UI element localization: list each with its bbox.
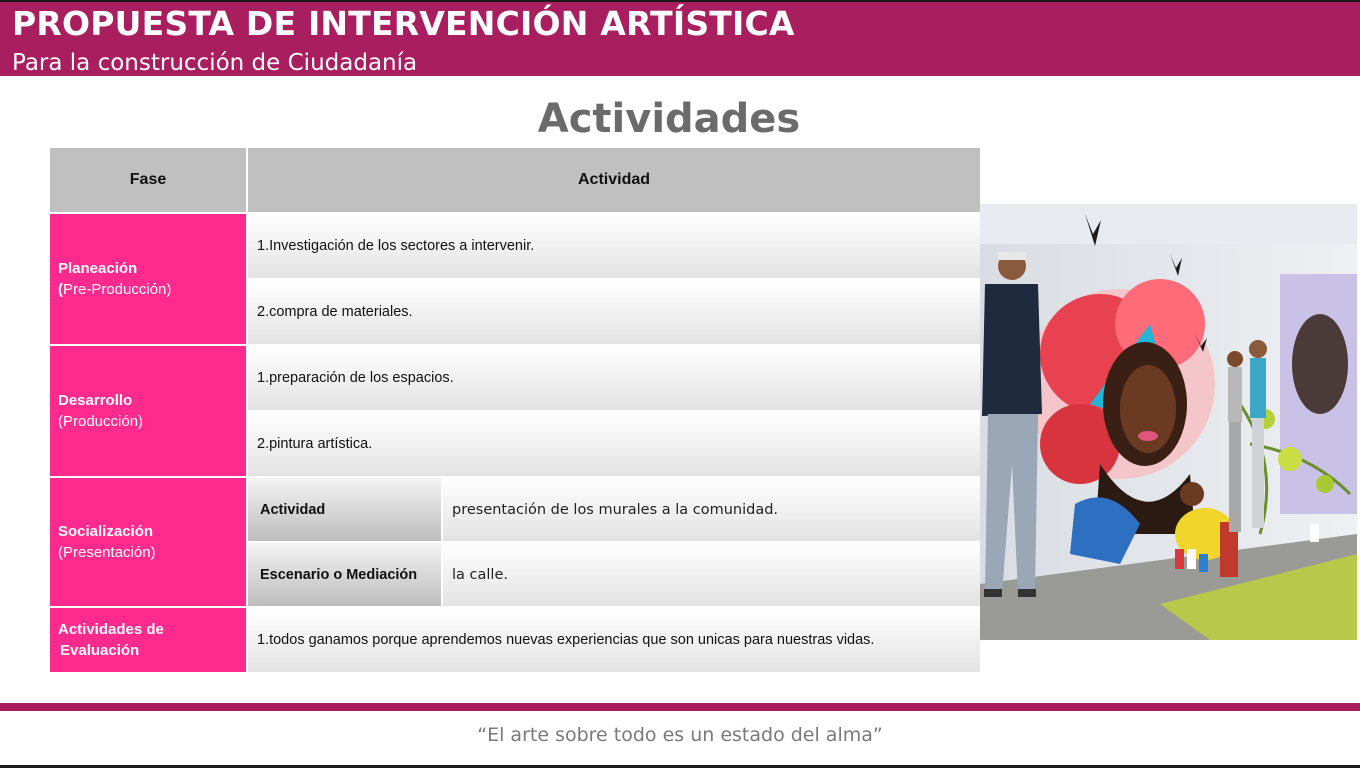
phase-socializacion: [49, 477, 247, 607]
activity-cell: 1.Investigación de los sectores a intervenir.: [247, 213, 981, 279]
phase-detail: (Producción): [58, 413, 144, 430]
footer-quote: “El arte sobre todo es un estado del alma”: [477, 724, 883, 746]
phase-detail-paren: (: [58, 281, 63, 298]
phase-detail: (Presentación): [58, 544, 156, 561]
phase-name-line1: Actividades de: [58, 621, 164, 638]
sub-label-cell: Escenario o Mediación: [247, 542, 442, 607]
table-row: [49, 607, 981, 673]
sub-value-cell: presentación de los murales a la comunidad.: [442, 477, 981, 542]
phase-name: Planeación: [58, 260, 138, 277]
phase-detail: Pre-Producción): [63, 281, 172, 298]
activity-cell: 1.todos ganamos porque aprendemos nuevas experiencias que son unicas para nuestras vidas.: [247, 607, 981, 673]
activities-table: [48, 146, 982, 674]
sub-label-cell: Actividad: [247, 477, 442, 542]
slide-title: Actividades: [537, 96, 801, 142]
header-actividad: Actividad: [247, 147, 981, 213]
header-banner: [0, 0, 1360, 76]
table-row: [49, 213, 981, 279]
mural-photo: [980, 204, 1357, 640]
sub-value-cell: la calle.: [442, 542, 981, 607]
table-header-row: [49, 147, 981, 213]
activity-cell: 2.compra de materiales.: [247, 279, 981, 345]
phase-name-line2: Evaluación: [60, 642, 140, 659]
phase-name: Desarrollo: [58, 392, 133, 409]
footer-bar: [0, 703, 1360, 711]
table-row: [49, 477, 981, 542]
mural-illustration: [980, 204, 1357, 640]
phase-name: Socialización: [58, 523, 154, 540]
presentation-title: PROPUESTA DE INTERVENCIÓN ARTÍSTICA: [12, 4, 795, 43]
table-row: [49, 345, 981, 411]
activity-cell: 1.preparación de los espacios.: [247, 345, 981, 411]
activity-cell: 2.pintura artística.: [247, 411, 981, 477]
phase-evaluacion: [49, 607, 247, 673]
phase-desarrollo: [49, 345, 247, 477]
header-fase: Fase: [49, 147, 247, 213]
phase-planeacion: [49, 213, 247, 345]
presentation-subtitle: Para la construcción de Ciudadanía: [12, 50, 418, 76]
